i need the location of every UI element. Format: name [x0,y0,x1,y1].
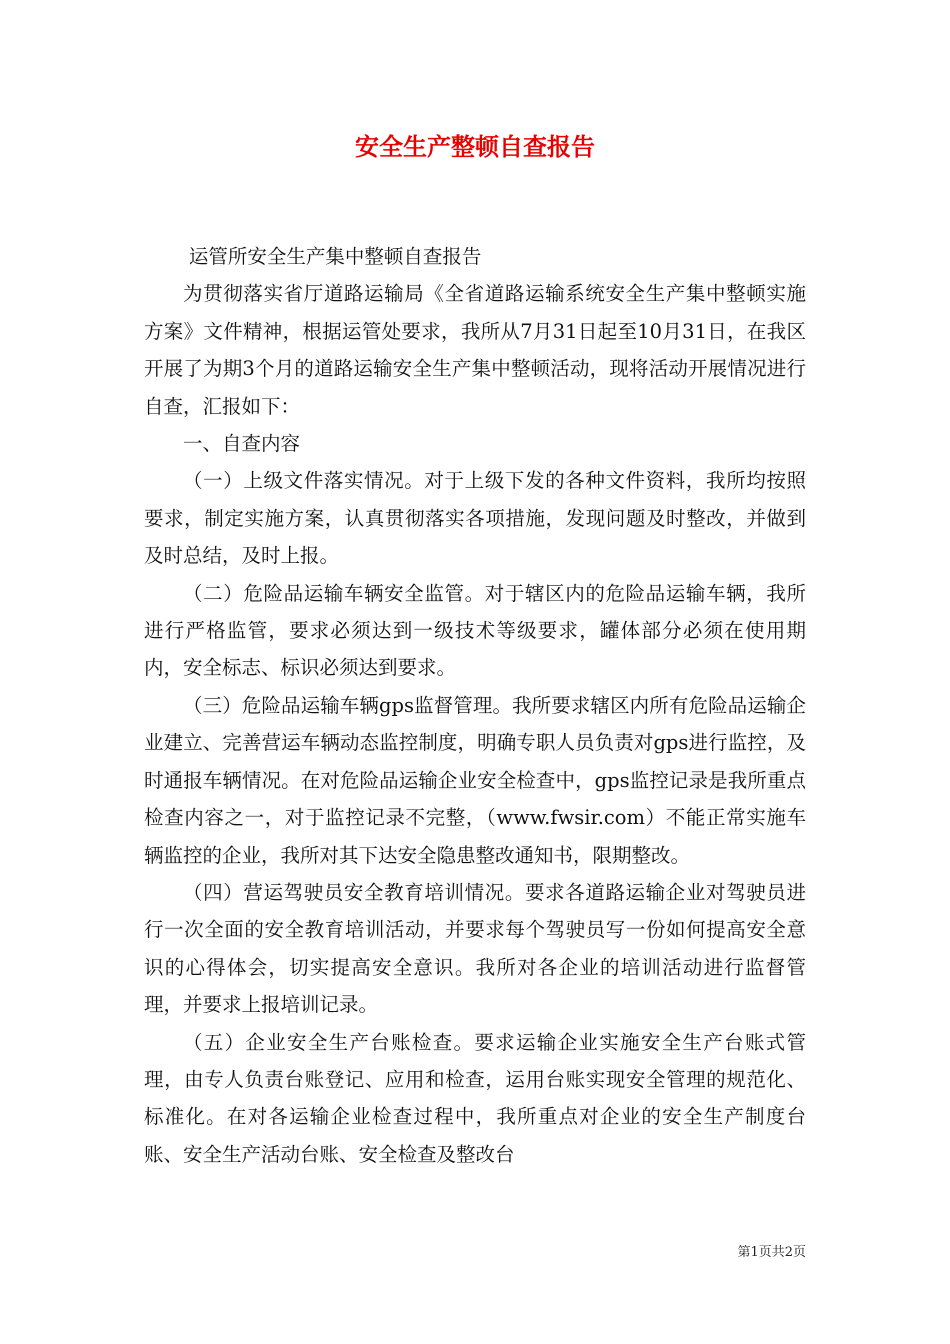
document-body [144,232,806,1173]
item-5-paragraph: （五）企业安全生产台账检查。要求运输企业实施安全生产台账式管理，由专人负责台账登记、应用和检查，运用台账实现安全管理的规范化、标准化。在对各运输企业检查过程中，我所重点对企业的安全生产制度台账、安全生产活动台账、安全检查及整改台 [144,1030,806,1166]
page-indicator: 第1页共2页 [737,1245,806,1260]
item-2-paragraph: （二）危险品运输车辆安全监管。对于辖区内的危险品运输车辆，我所进行严格监管，要求必须达到一级技术等级要求，罐体部分必须在使用期内，安全标志、标识必须达到要求。 [144,581,806,680]
item-3-paragraph: （三）危险品运输车辆gps监督管理。我所要求辖区内所有危险品运输企业建立、完善营运车辆动态监控制度，明确专职人员负责对gps进行监控，及时通报车辆情况。在对危险品运输企业安全检查中，gps监控记录是我所重点检查内容之一，对于监控记录不完整，（www.fwsir.com）不能正常实施车辆监控的企业，我所对其下达安全隐患整改通知书，限期整改。 [144,693,806,867]
report-subtitle: 运管所安全生产集中整顿自查报告 [188,245,482,268]
document-title: 安全生产整顿自查报告 [355,132,595,161]
item-1-paragraph: （一）上级文件落实情况。对于上级下发的各种文件资料，我所均按照要求，制定实施方案，认真贯彻落实各项措施，发现问题及时整改，并做到及时总结，及时上报。 [144,469,806,568]
item-4-paragraph: （四）营运驾驶员安全教育培训情况。要求各道路运输企业对驾驶员进行一次全面的安全教育培训活动，并要求每个驾驶员写一份如何提高安全意识的心得体会，切实提高安全意识。我所对各企业的培训活动进行监督管理，并要求上报培训记录。 [144,880,806,1017]
section-heading: 一、自查内容 [183,432,301,456]
intro-paragraph: 为贯彻落实省厅道路运输局《全省道路运输系统安全生产集中整顿实施方案》文件精神，根据运管处要求，我所从7月31日起至10月31日，在我区开展了为期3个月的道路运输安全生产集中整顿活动，现将活动开展情况进行自查，汇报如下： [144,282,806,418]
